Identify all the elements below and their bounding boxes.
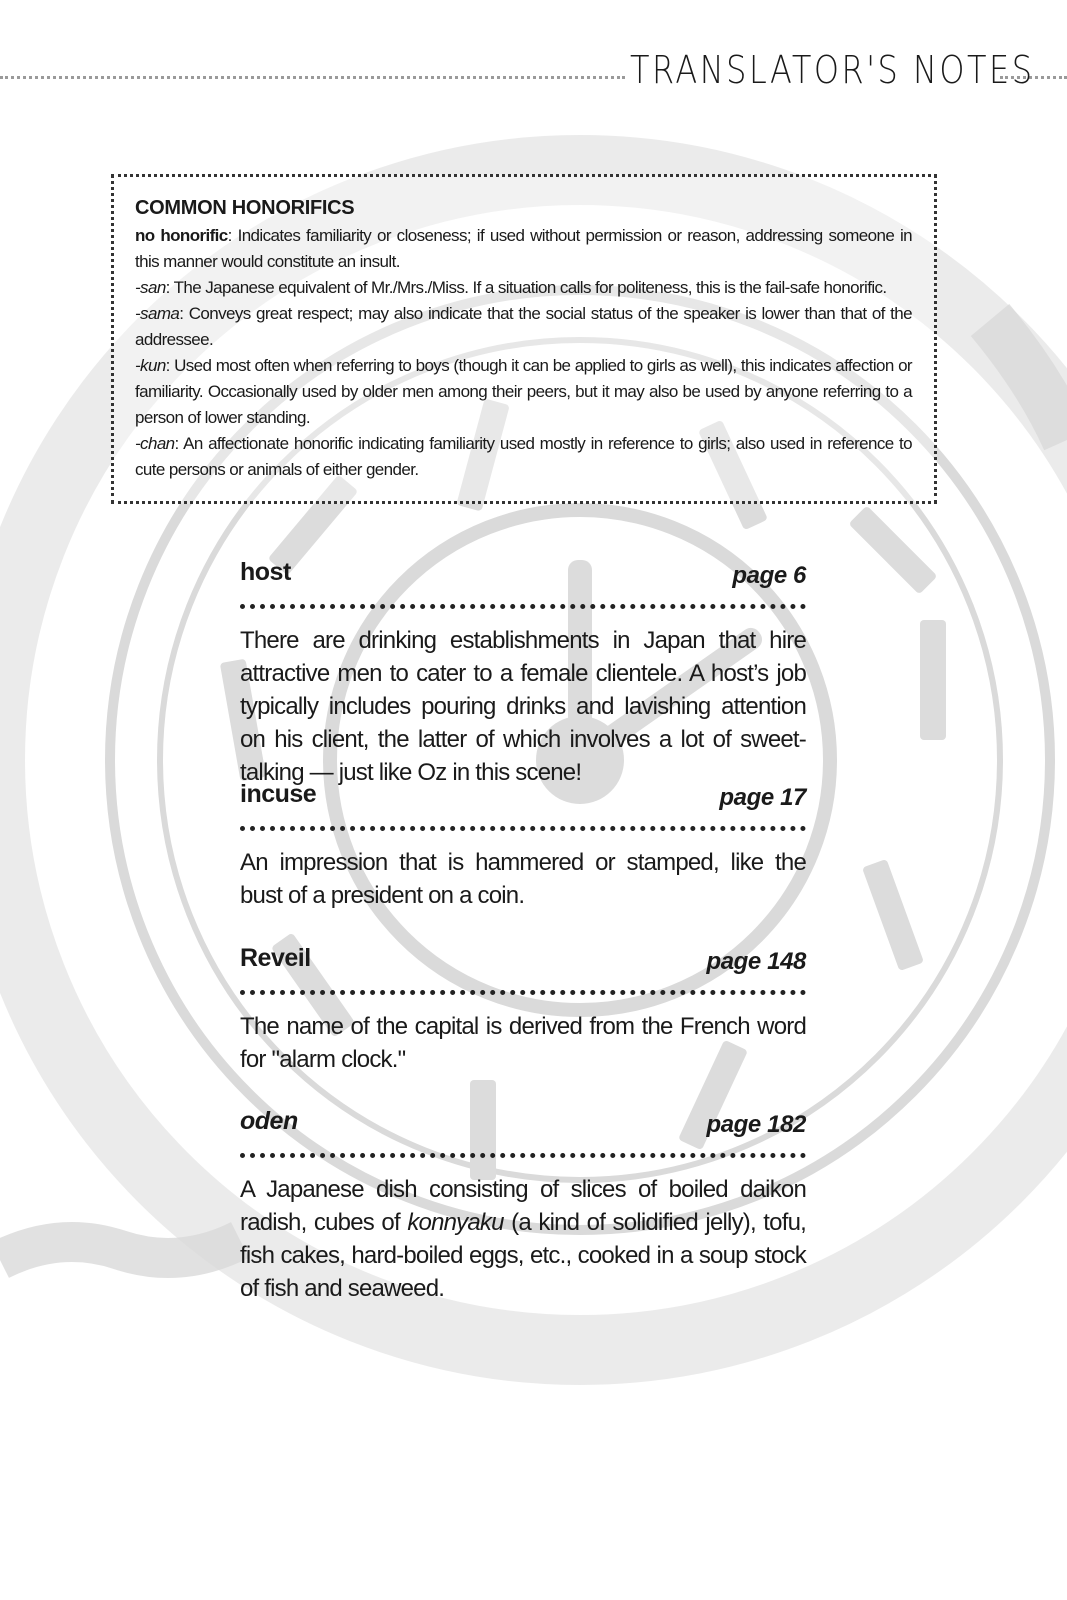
honorific-item <box>135 301 912 353</box>
honorific-term: -san <box>135 278 166 297</box>
honorific-definition: : Used most often when referring to boys (though it can be applied to girls as well), this indicates affection or familiarity. Occasionally used by older men among their peers, but it may also be used by anyone referring to a person of lower standing. <box>135 356 912 427</box>
dotted-divider <box>240 826 806 831</box>
honorifics-title: COMMON HONORIFICS <box>135 197 355 219</box>
note-entry-host <box>240 558 806 786</box>
honorific-definition: : The Japanese equivalent of Mr./Mrs./Miss. If a situation calls for politeness, this is the fail-safe honorific. <box>165 278 887 297</box>
dotted-divider <box>240 1153 806 1158</box>
note-body: The name of the capital is derived from the French word for "alarm clock." <box>240 1013 806 1073</box>
note-term: oden <box>240 1107 298 1135</box>
note-term: incuse <box>240 780 317 808</box>
note-page-ref: page 182 <box>706 1111 806 1138</box>
note-term: host <box>240 558 291 586</box>
note-body: There are drinking establishments in Japan that hire attractive men to cater to a female clientele. A host’s job typically includes pouring drinks and lavishing attention on his client, the latter of which involves a lot of sweet-talking — just like Oz in this scene! <box>240 627 806 786</box>
honorific-item <box>135 431 912 483</box>
note-entry-reveil <box>240 944 806 1073</box>
note-header <box>240 1107 806 1147</box>
honorific-term: -kun <box>135 356 166 375</box>
honorific-term: -chan <box>135 434 175 453</box>
honorific-definition: : Conveys great respect; may also indicate that the social status of the speaker is lower than that of the addressee. <box>135 304 912 349</box>
honorific-item <box>135 223 912 275</box>
note-body <box>240 1173 806 1305</box>
note-header <box>240 944 806 984</box>
note-body-text: (a kind of solidified jelly), tofu, fish cakes, hard-boiled eggs, etc., cooked in a soup stock of fish and seaweed. <box>240 1209 806 1302</box>
note-body-emphasis: konnyaku <box>407 1209 504 1236</box>
page-title: TRANSLATOR'S NOTES <box>630 48 1035 92</box>
honorific-item <box>135 275 912 301</box>
honorifics-box <box>111 174 937 504</box>
note-page-ref: page 6 <box>732 562 806 589</box>
dotted-divider <box>240 604 806 609</box>
dotted-divider <box>240 990 806 995</box>
note-page-ref: page 17 <box>719 784 806 811</box>
note-term: Reveil <box>240 944 311 972</box>
note-header <box>240 780 806 820</box>
honorific-definition: : An affectionate honorific indicating familiarity used mostly in reference to girls; also used in reference to cute persons or animals of either gender. <box>135 434 912 479</box>
honorific-term: no honorific <box>135 226 228 245</box>
note-entry-incuse <box>240 780 806 909</box>
note-page-ref: page 148 <box>706 948 806 975</box>
honorific-definition: : Indicates familiarity or closeness; if used without permission or reason, addressing someone in this manner would constitute an insult. <box>135 226 912 271</box>
note-body: An impression that is hammered or stamped, like the bust of a president on a coin. <box>240 849 806 909</box>
honorific-item <box>135 353 912 431</box>
note-header <box>240 558 806 598</box>
note-entry-oden <box>240 1107 806 1302</box>
header-dotted-rule-left <box>0 76 625 79</box>
note-body-text: A Japanese dish consisting of slices of boiled daikon radish, cubes of <box>240 1176 806 1236</box>
honorific-term: -sama <box>135 304 180 323</box>
